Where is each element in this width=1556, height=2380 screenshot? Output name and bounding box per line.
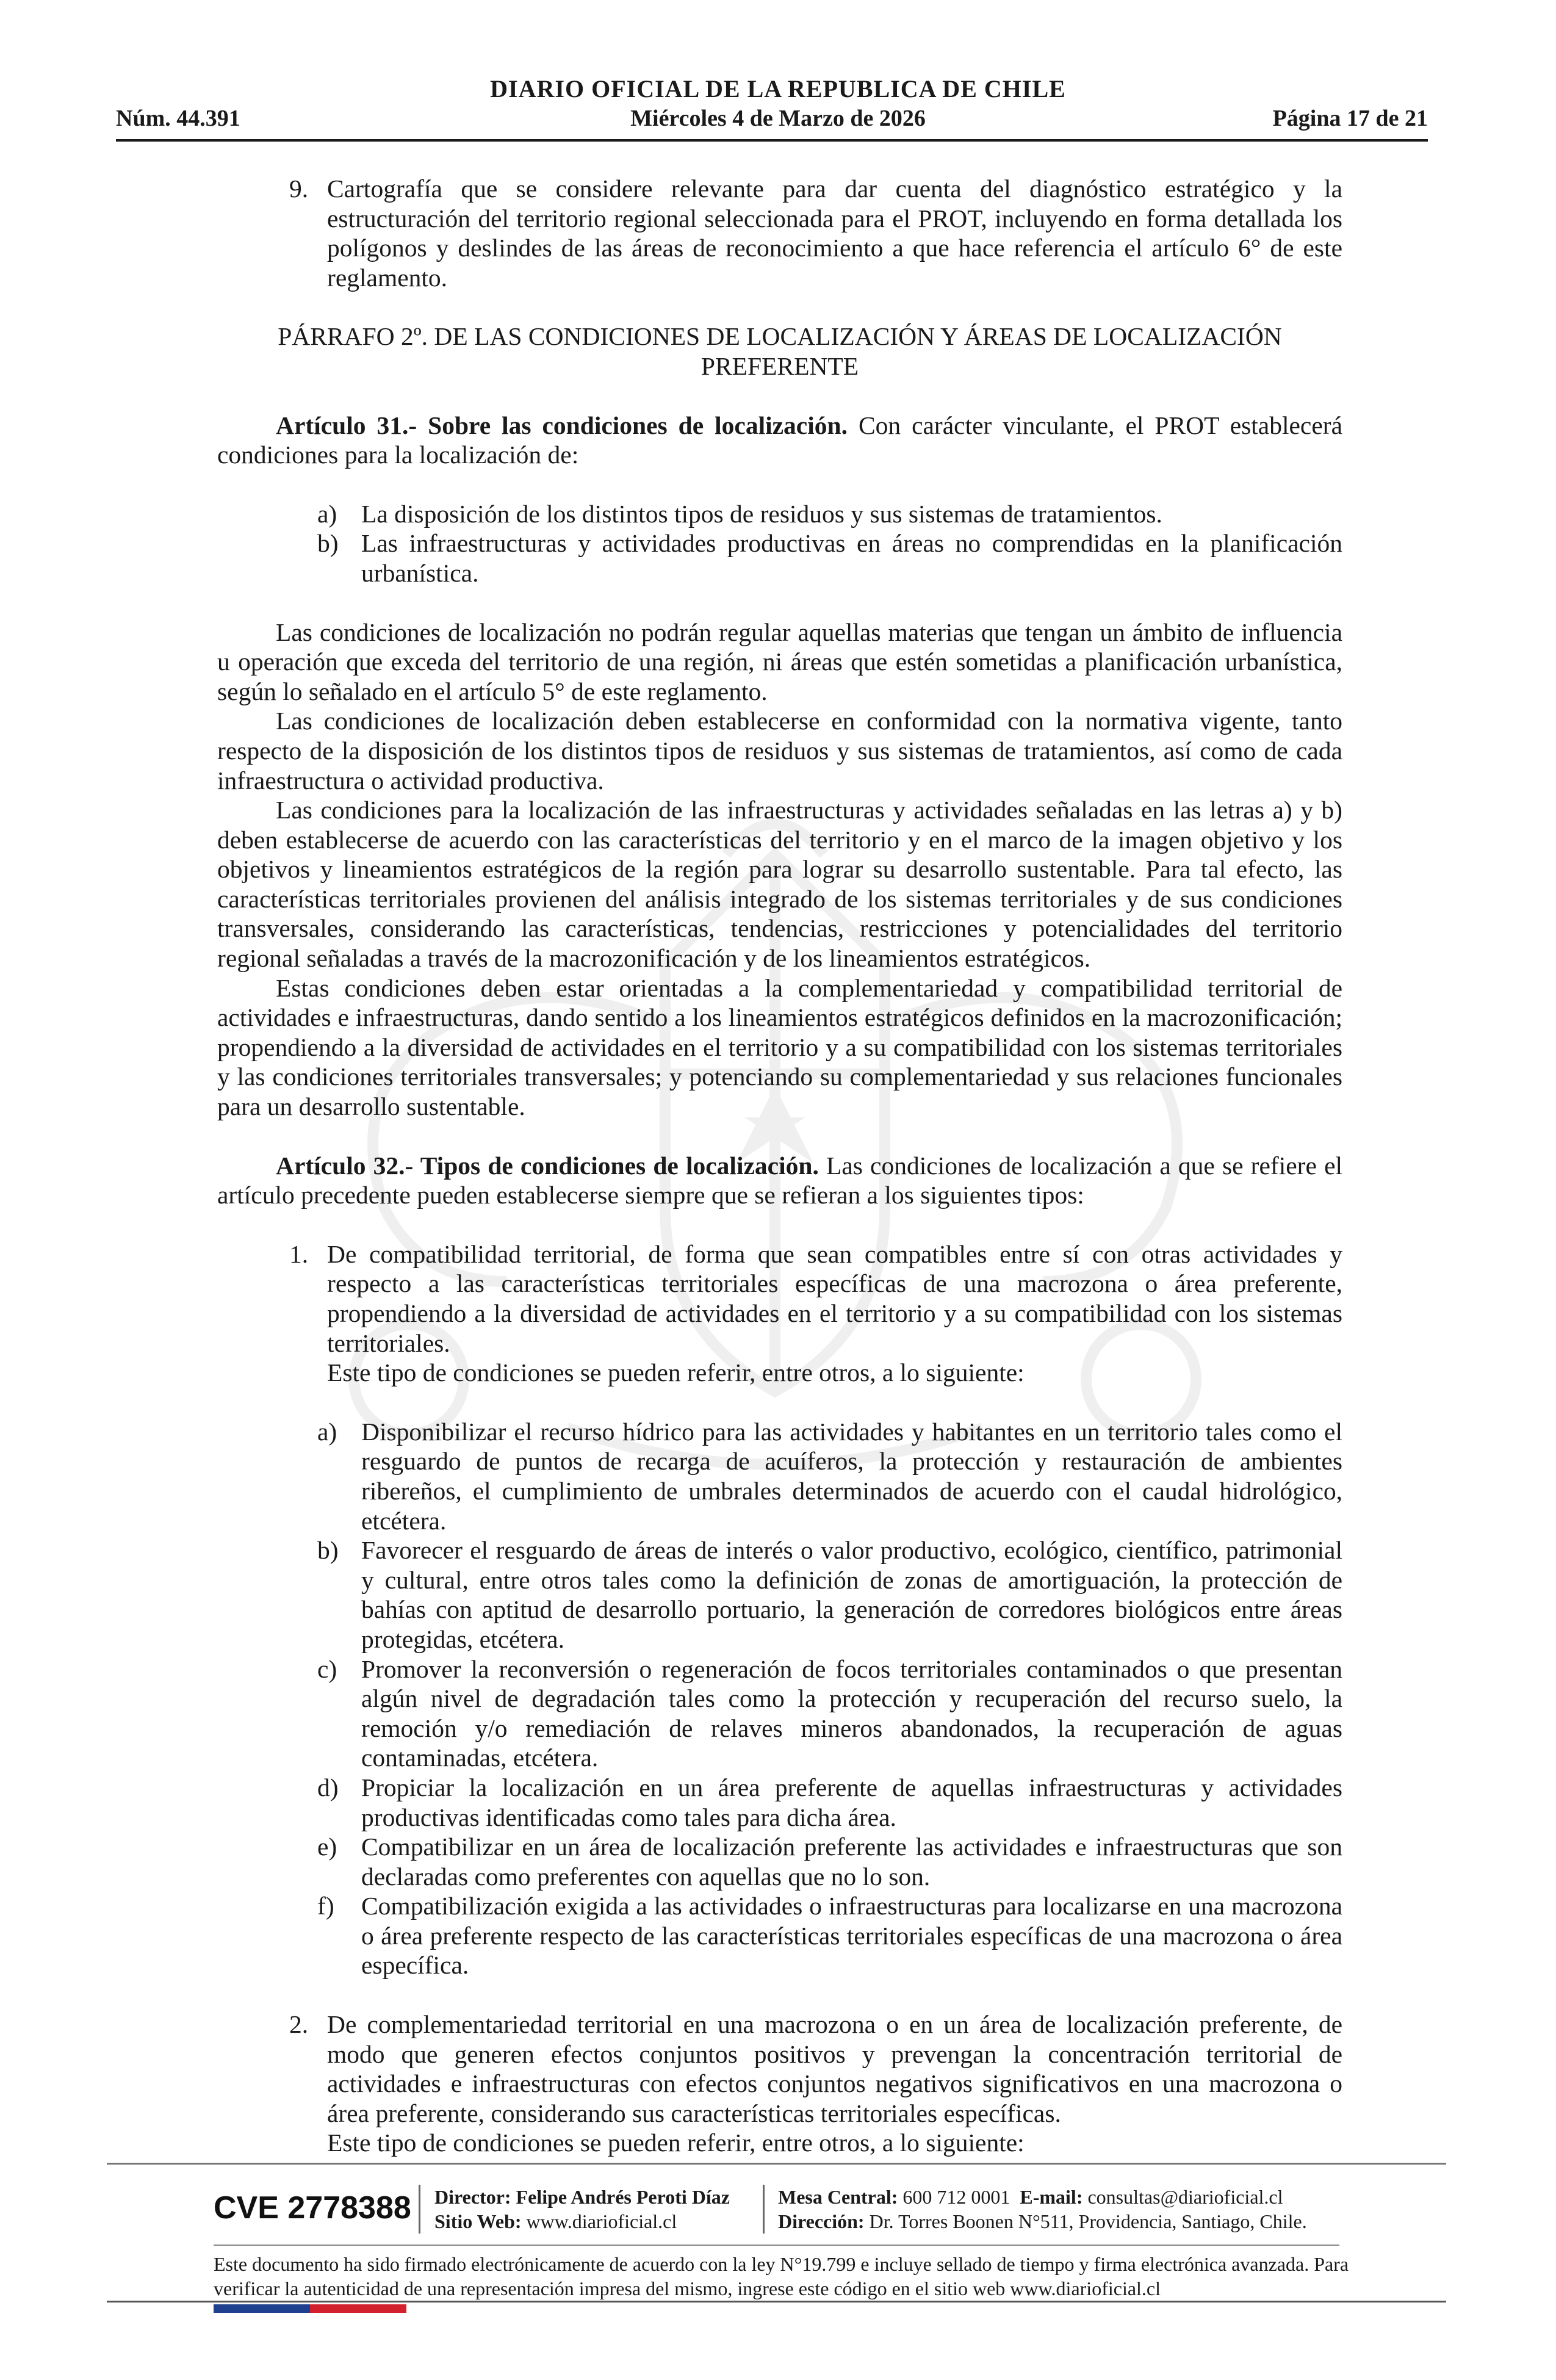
list-text: Promover la reconversión o regeneración de focos territoriales contaminados o que presentan algún nivel de degradación tales como la protección y recuperación del recurso suelo, la remoción y/o remediación de relaves mineros abandonados, la recuperación de aguas contaminadas, etcétera. — [361, 1654, 1342, 1772]
article-31-title: Artículo 31.- Sobre las condiciones de localización. — [276, 411, 848, 439]
paragraph: Las condiciones para la localización de las infraestructuras y actividades señaladas en las letras a) y b) deben establecerse de acuerdo con las características del territorio y en el marco de la imagen objetivo y los objetivos y lineamientos estratégicos de la región para lograr su desarrollo sustentable. Para tal efecto, las características territoriales provienen del análisis integrado de los sistemas territoriales y de sus condiciones transversales, considerando las características, tendencias, restricciones y potencialidades del territorio regional señaladas a través de la macrozonificación y de los lineamientos estratégicos. — [217, 796, 1342, 973]
list-item — [217, 1417, 1342, 1535]
list-followup: Este tipo de condiciones se pueden referir, entre otros, a lo siguiente: — [327, 2129, 1025, 2157]
footer-divider — [107, 2163, 1446, 2165]
list-item — [217, 528, 1342, 588]
phone-number: 600 712 0001 — [902, 2186, 1010, 2208]
list-item — [217, 1535, 1342, 1654]
page-footer — [0, 2154, 1556, 2380]
list-marker: f) — [317, 1892, 334, 1920]
list-item — [217, 174, 1342, 292]
list-text: Cartografía que se considere relevante para dar cuenta del diagnóstico estratégico y la estructuración del territorio regional seleccionada para el PROT, incluyendo en forma detallada los polígonos y deslindes de las áreas de reconocimiento a que hace referencia el artículo 6° de este reglamento. — [327, 175, 1342, 292]
list-text: Compatibilizar en un área de localización preferente las actividades e infraestructuras que son declaradas como preferentes con aquellas que no lo son. — [361, 1833, 1342, 1891]
issue-date: Miércoles 4 de Marzo de 2026 — [630, 106, 926, 131]
director-name: Felipe Andrés Peroti Díaz — [516, 2186, 730, 2208]
flag-stripe — [214, 2304, 406, 2313]
footer-separator — [763, 2185, 765, 2234]
list-text: De compatibilidad territorial, de forma que sean compatibles entre sí con otras actividades y respecto a las características territoriales específicas de una macrozona o área preferente, propendiendo a la diversidad de actividades en el territorio y a su compatibilidad con los sistemas territoriales. — [327, 1239, 1342, 1357]
list-marker: b) — [317, 1536, 339, 1565]
list-followup: Este tipo de condiciones se pueden referir, entre otros, a lo siguiente: — [327, 1358, 1025, 1387]
email-link[interactable]: consultas@diarioficial.cl — [1087, 2186, 1283, 2208]
paragraph: Estas condiciones deben estar orientadas a la complementariedad y compatibilidad territorial de actividades e infraestructuras, dando sentido a los lineamientos estratégicos definidos en la macrozonificación; propendiendo a la diversidad de actividades en el territorio y a su compatibilidad con los sistemas territoriales y las condiciones territoriales transversales; y potenciando su complementariedad y sus relaciones funcionales para un desarrollo sustentable. — [217, 973, 1342, 1121]
cve-code: CVE 2778388 — [214, 2190, 411, 2226]
flag-stripe-blue — [214, 2304, 310, 2313]
section-heading: PÁRRAFO 2º. DE LAS CONDICIONES DE LOCALIZACIÓN Y ÁREAS DE LOCALIZACIÓN PREFERENTE — [278, 322, 1282, 380]
list-item — [217, 1654, 1342, 1773]
page-header — [0, 0, 1556, 146]
article-32-intro: Artículo 32.- Tipos de condiciones de localización. Las condiciones de localización a que se refiere el artículo precedente pueden establecerse siempre que se refieran a los siguientes tipos: — [217, 1151, 1343, 1210]
signature-note: Este documento ha sido firmado electrónicamente de acuerdo con la ley N°19.799 e incluye sellado de tiempo y firma electrónica avanzada. Para verificar la autenticidad de una representación impresa del mismo, ingrese este código en el sitio web www.diarioficial.cl — [214, 2253, 1349, 2299]
flag-stripe-red — [310, 2304, 406, 2313]
article-32-title: Artículo 32.- Tipos de condiciones de localización. — [276, 1151, 819, 1180]
list-item — [217, 1832, 1342, 1891]
list-item — [217, 499, 1342, 529]
list-text: Disponibilizar el recurso hídrico para las actividades y habitantes en un territorio tales como el resguardo de puntos de recarga de acuíferos, la protección y restauración de ambientes ribereños, el cumplimiento de umbrales determinados de acuerdo con el caudal hidrológico, etcétera. — [361, 1417, 1342, 1535]
address: Dr. Torres Boonen N°511, Providencia, Santiago, Chile. — [869, 2210, 1307, 2232]
list-marker: e) — [317, 1833, 337, 1861]
list-item — [217, 1239, 1342, 1388]
list-text: De complementariedad territorial en una macrozona o en un área de localización preferente, de modo que generen efectos conjuntos positivos y prevengan la concentración territorial de actividades e infraestructuras con efectos conjuntos negativos significativos en una macrozona o área preferente, considerando sus características territoriales específicas. — [327, 2010, 1342, 2127]
list-item — [217, 1891, 1342, 1980]
list-marker: d) — [317, 1773, 339, 1801]
list-marker: 2. — [289, 2010, 309, 2039]
header-divider — [116, 139, 1428, 142]
list-text: Favorecer el resguardo de áreas de interés o valor productivo, ecológico, científico, patrimonial y cultural, entre otros tales como la definición de zonas de amortiguación, la protección de bahías con aptitud de desarrollo portuario, la generación de corredores biológicos entre áreas protegidas, etcétera. — [361, 1536, 1342, 1653]
list-text: La disposición de los distintos tipos de residuos y sus sistemas de tratamientos. — [361, 499, 1162, 528]
director-info: Director: Felipe Andrés Peroti Díaz Sitio Web: www.diarioficial.cl — [434, 2186, 730, 2232]
footer-divider — [214, 2245, 1339, 2246]
list-marker: b) — [317, 529, 339, 558]
footer-divider — [107, 2301, 1446, 2302]
issue-number: Núm. 44.391 — [116, 106, 240, 131]
article-31-intro: Artículo 31.- Sobre las condiciones de localización. Con carácter vinculante, el PROT establecerá condiciones para la localización de: — [217, 411, 1342, 469]
document-body — [217, 174, 1342, 2158]
list-text: Las infraestructuras y actividades productivas en áreas no comprendidas en la planificación urbanística. — [361, 529, 1342, 587]
list-marker: c) — [317, 1654, 337, 1683]
paragraph: Las condiciones de localización deben establecerse en conformidad con la normativa vigente, tanto respecto de la disposición de los distintos tipos de residuos y sus sistemas de tratamientos, así como de cada infraestructura o actividad productiva. — [217, 707, 1342, 795]
page-indicator: Página 17 de 21 — [1272, 106, 1428, 131]
list-item — [217, 1773, 1342, 1832]
publication-title: DIARIO OFICIAL DE LA REPUBLICA DE CHILE — [490, 75, 1066, 103]
website-link[interactable]: www.diarioficial.cl — [526, 2210, 677, 2232]
list-text: Propiciar la localización en un área preferente de aquellas infraestructuras y actividades productivas identificadas como tales para dicha área. — [361, 1773, 1342, 1831]
footer-separator — [419, 2185, 420, 2234]
list-text: Compatibilización exigida a las actividades o infraestructuras para localizarse en una macrozona o área preferente respecto de las características territoriales específicas de una macrozona o área específica. — [361, 1892, 1342, 1980]
list-item — [217, 2010, 1342, 2158]
paragraph: Las condiciones de localización no podrán regular aquellas materias que tengan un ámbito de influencia u operación que exceda del territorio de una región, ni áreas que estén sometidas a planificación urbanística, según lo señalado en el artículo 5° de este reglamento. — [217, 618, 1342, 705]
list-marker: 9. — [289, 175, 309, 203]
list-marker: a) — [317, 499, 337, 528]
list-marker: a) — [317, 1417, 337, 1446]
list-marker: 1. — [289, 1239, 309, 1268]
contact-info: Mesa Central: 600 712 0001 E-mail: consultas@diarioficial.cl Dirección: Dr. Torres Boonen N°511, Providencia, Santiago, Chile. — [778, 2186, 1307, 2232]
